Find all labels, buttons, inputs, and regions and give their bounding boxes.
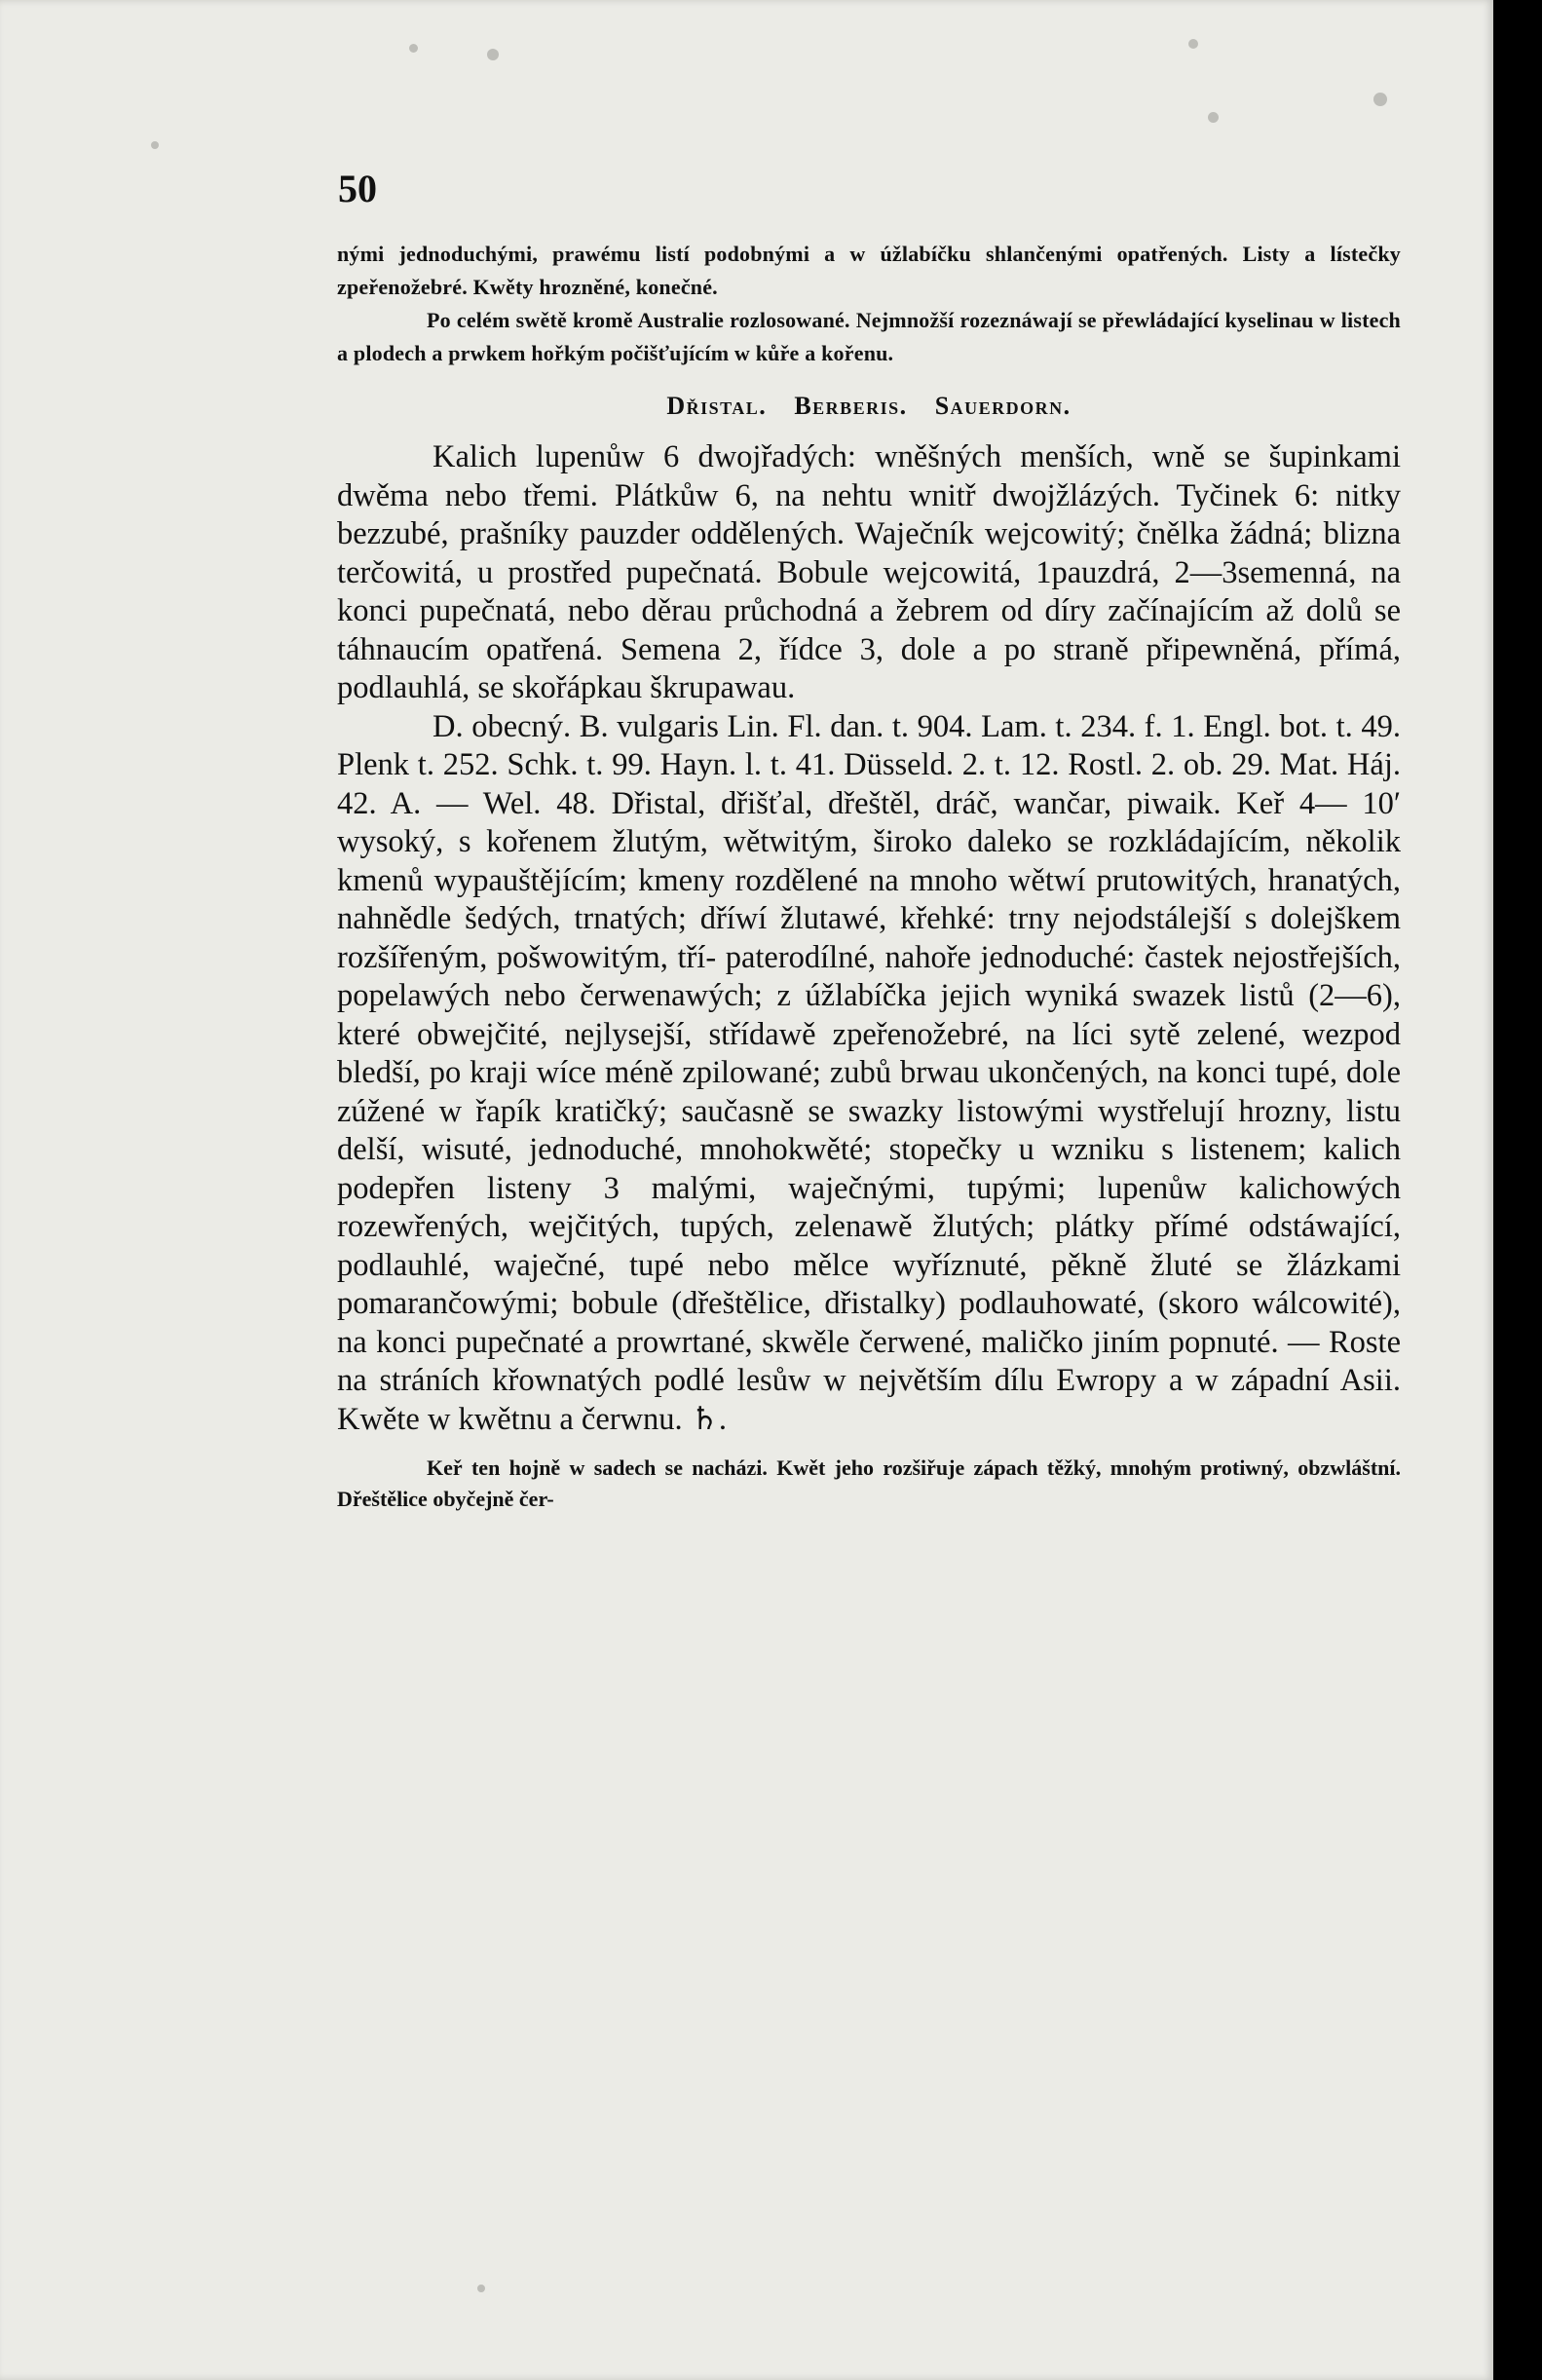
footnote-section (337, 1453, 1401, 1515)
genus-heading (337, 392, 1401, 421)
genus-name-german: Sauerdorn. (934, 392, 1072, 420)
species-paragraph: D. obecný. B. vulgaris Lin. Fl. dan. t. 904. Lam. t. 234. f. 1. Engl. bot. t. 49. Plenk t. 252. Schk. t. 99. Hayn. l. t. 41. Düsseld. 2. t. 12. Rostl. 2. ob. 29. Mat. Háj. 42. A. — Wel. 48. Dřistal, dřišťal, dřeštěl, dráč, wančar, piwaik. Keř 4— 10′ wysoký, s kořenem žlutým, wětwitým, široko daleko se rozkládajícím, několik kmenů wypauštějícím; kmeny rozdělené na mnoho wětwí prutowitých, hranatých, nahnědle šedých, trnatých; dříwí žlutawé, křehké: trny nejodstálejší s dolejškem rozšířeným, pošwowitým, tří- paterodílné, nahoře jednoduché: častek nejostřejších, popelawých nebo čerwenawých; z úžlabíčka jejich wyniká swazek listů (2—6), které obwejčité, nejlysejší, střídawě zpeřenožebré, na líci sytě zelené, wezpod bledší, po kraji wíce méně zpilowané; zubů brwau ukončených, na konci tupé, dole zúžené w řapík kratičký; saučasně se swazky listowými wystřelují hrozny, listu delší, wisuté, jednoduché, mnohokwěté; stopečky u wzniku s listenem; kalich podepřen listeny 3 malými, waječnými, tupými; lupenůw kalichowých rozewřených, wejčitých, tupých, zelenawě žlutých; plátky přímé odstáwající, podlauhlé, waječné, tupé nebo mělce wyříznuté, pěkně žluté se žlázkami pomarančowými; bobule (dřeštělice, dřistalky) podlauhowaté, (skoro wálcowité), na konci pupečnaté a prowrtané, skwěle čerwené, maličko jiním popnuté. — Roste na stráních křownatých podlé lesůw w největším dílu Ewropy a w západní Asii. Kwěte w kwětnu a čerwnu. ♄. (337, 708, 1401, 1437)
book-spine-shadow (1493, 0, 1542, 2380)
genus-description (337, 438, 1401, 1439)
scan-speck (409, 44, 418, 53)
intro-paragraph: nými jednoduchými, prawému listí podobnými a w úžlabíčku shlančenými opatřených. Listy a lístečky zpeřenožebré. Kwěty hrozněné, konečné. (337, 242, 1401, 299)
intro-section (337, 238, 1401, 370)
scan-speck (477, 2285, 485, 2292)
page-number: 50 (338, 167, 377, 210)
scan-speck (1208, 112, 1219, 123)
genus-name-czech: Dřistal. (666, 392, 768, 420)
genus-name-latin: Berberis. (794, 392, 908, 420)
scan-speck (1373, 93, 1387, 106)
intro-paragraph: Po celém swětě kromě Australie rozlosowané. Nejmnožší rozeznáwají se přewládající kyselinau w listech a plodech a prwkem hořkým počišťujícím w kůře a kořenu. (337, 308, 1401, 365)
footnote-paragraph: Keř ten hojně w sadech se nacházi. Kwět jeho rozšiřuje zápach těžký, mnohým protiwný, obzwláštní. Dřeštělice obyčejně čer- (337, 1455, 1401, 1511)
scan-speck (1188, 39, 1198, 49)
page-content (337, 238, 1401, 1515)
scan-speck (487, 49, 499, 60)
description-paragraph: Kalich lupenůw 6 dwojřadých: wněšných menších, wně se šupinkami dwěma nebo třemi. Plátkůw 6, na nehtu wnitř dwojžlázých. Tyčinek 6: nitky bezzubé, prašníky pauzder oddělených. Waječník wejcowitý; čnělka žádná; blizna terčowitá, u prostřed pupečnatá. Bobule wejcowitá, 1pauzdrá, 2—3semenná, na konci pupečnatá, nebo děrau průchodná a žebrem od díry začínajícím až dolů se táhnaucím opatřená. Semena 2, řídce 3, dole a po straně připewněná, přímá, podlauhlá, se skořápkau škrupawau. (337, 439, 1401, 705)
scan-speck (151, 141, 159, 149)
